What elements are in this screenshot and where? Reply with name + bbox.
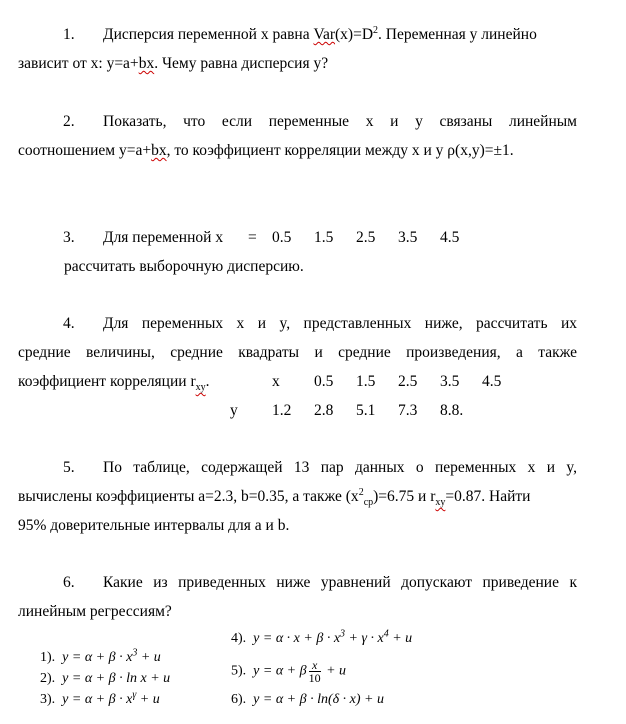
q4-line2: средние величины, средние квадраты и средние произведения, а также	[18, 344, 577, 361]
equation-5: 5). y = α + β $\frac{x}{10}$ + u	[231, 658, 347, 685]
q5-line1: По таблице, содержащей 13 пар данных о переменных x и y,	[103, 459, 577, 476]
q1-line2: зависит от x: y=a+bx. Чему равна дисперсия у?	[18, 55, 329, 72]
q2-number: 2.	[63, 113, 75, 130]
q3-value: 2.5	[356, 229, 376, 246]
fraction: $\frac{x}{10}$	[308, 658, 321, 685]
q5-line2: вычислены коэффициенты a=2.3, b=0.35, а также $(x^2_{ср})=6.75$ и $r_{xy}=0.87$. Найти	[18, 486, 531, 509]
equation-4: 4). $y = \alpha \cdot x + \beta \cdot x^3 + \gamma \cdot x^4 + u$	[231, 628, 413, 646]
q3-line2: рассчитать выборочную дисперсию.	[64, 258, 304, 275]
q4-line1: Для переменных x и y, представленных ниже, рассчитать их	[103, 315, 577, 332]
equation-1: 1). $y = \alpha + \beta \cdot x^3 + u$	[40, 647, 161, 665]
q4-x-value: 1.5	[356, 373, 376, 390]
q4-line3: коэффициент корреляции $r_{xy}$.	[18, 373, 210, 394]
q3-value: 0.5	[272, 229, 292, 246]
q3-number: 3.	[63, 229, 75, 246]
q4-y-label: y	[230, 402, 238, 419]
q6-line2: линейным регрессиям?	[18, 603, 172, 620]
q6-line1: Какие из приведенных ниже уравнений допускают приведение к	[103, 574, 577, 591]
q3-value: 3.5	[398, 229, 418, 246]
q4-x-label: x	[272, 373, 280, 390]
q4-y-value: 1.2	[272, 402, 292, 419]
equation-2: 2). y = α + β · ln x + u	[40, 671, 171, 686]
q4-x-value: 3.5	[440, 373, 460, 390]
q4-y-value: 8.8.	[440, 402, 464, 419]
q4-x-value: 2.5	[398, 373, 418, 390]
q5-line3: 95% доверительные интервалы для a и b.	[18, 517, 290, 534]
q3-label: Для переменной x	[103, 229, 224, 246]
q4-x-value: 4.5	[482, 373, 502, 390]
q3-value: 4.5	[440, 229, 460, 246]
q4-x-value: 0.5	[314, 373, 334, 390]
q2-line2: соотношением y=a+bx, то коэффициент корреляции между x и y ρ(x,y)=±1.	[18, 142, 514, 159]
equation-3: 3). $y = \alpha + \beta \cdot x^\gamma + u$	[40, 689, 160, 707]
q3-value: 1.5	[314, 229, 334, 246]
q4-y-value: 2.8	[314, 402, 334, 419]
q4-number: 4.	[63, 315, 75, 332]
q4-y-value: 7.3	[398, 402, 418, 419]
q1-number: 1.	[63, 26, 75, 43]
q4-y-value: 5.1	[356, 402, 376, 419]
q5-number: 5.	[63, 459, 75, 476]
q2-line1: Показать, что если переменные x и y связаны линейным	[103, 113, 577, 130]
q1-line1: Дисперсия переменной x равна $Var(x)=D^2$. Переменная у линейно	[103, 24, 537, 43]
q6-number: 6.	[63, 574, 75, 591]
equation-6: 6). y = α + β · ln(δ · x) + u	[231, 692, 384, 707]
q3-equals: =	[248, 229, 257, 246]
